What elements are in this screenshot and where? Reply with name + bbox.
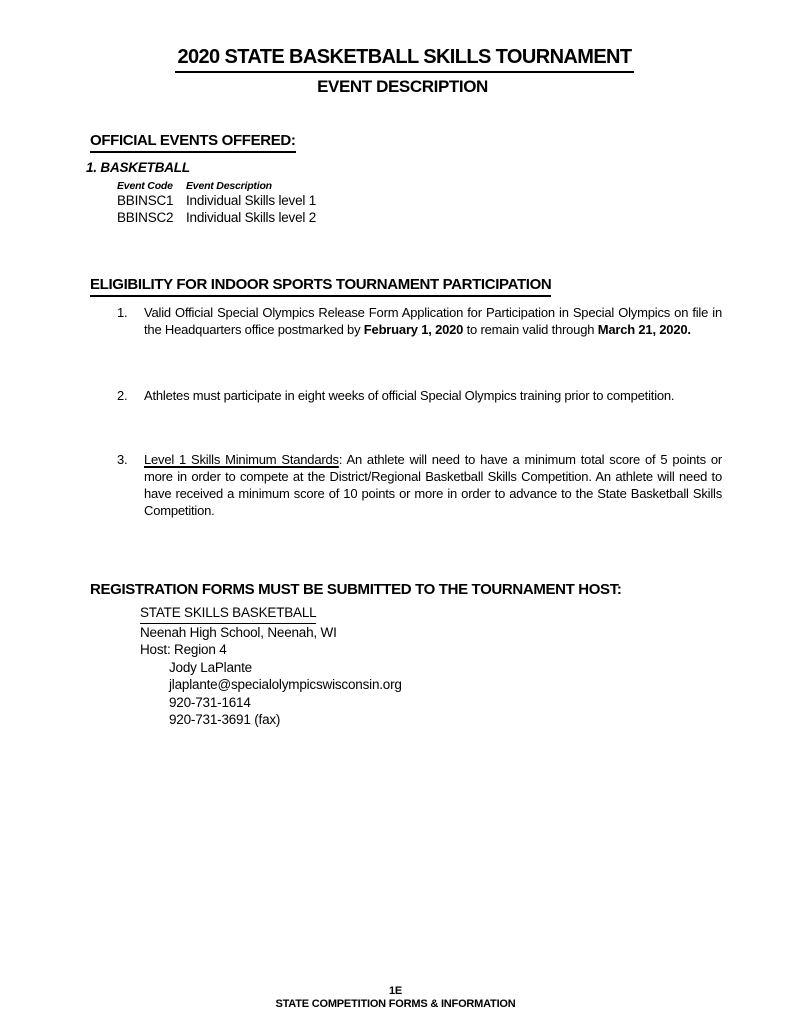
eligibility-item-1-text bbox=[144, 304, 722, 338]
contact-phone-line: 920-731-1614 bbox=[169, 694, 251, 710]
list-number: 2. bbox=[117, 388, 128, 403]
item-1-date-valid-through: March 21, 2020. bbox=[597, 322, 691, 337]
official-events-section bbox=[86, 132, 317, 226]
event-code-column-header: Event Code bbox=[117, 180, 173, 192]
event-description-cell: Individual Skills level 2 bbox=[186, 210, 317, 225]
footer-label: STATE COMPETITION FORMS & INFORMATION bbox=[275, 998, 516, 1010]
eligibility-section bbox=[90, 276, 724, 519]
event-table-header-row bbox=[117, 180, 316, 192]
title-block bbox=[0, 46, 791, 97]
registration-section bbox=[90, 581, 622, 729]
eligibility-item-2-text: Athletes must participate in eight weeks of official Special Olympics training prior to competition. bbox=[144, 388, 675, 403]
event-code-cell: BBINSC1 bbox=[117, 193, 174, 208]
list-number: 1. bbox=[117, 305, 128, 320]
event-table-row bbox=[117, 192, 316, 209]
host-title-line bbox=[140, 604, 622, 624]
document-title: 2020 STATE BASKETBALL SKILLS TOURNAMENT bbox=[175, 46, 633, 73]
item-1-text-middle: to remain valid through bbox=[463, 322, 598, 337]
item-1-text-start: Valid Official Special Olympics Release Form Application for Participation in Special Olympics on file in the Headquarters office postmarked by bbox=[144, 305, 722, 337]
contact-fax-line: 920-731-3691 (fax) bbox=[169, 712, 281, 727]
document-subtitle: EVENT DESCRIPTION bbox=[317, 77, 488, 96]
eligibility-item-1 bbox=[90, 304, 724, 338]
registration-details bbox=[90, 604, 622, 729]
venue-line: Neenah High School, Neenah, WI bbox=[140, 624, 337, 640]
eligibility-item-3 bbox=[90, 451, 724, 519]
item-1-date-postmark: February 1, 2020 bbox=[363, 322, 464, 337]
sport-heading: 1. BASKETBALL bbox=[86, 160, 190, 175]
contact-name-line: Jody LaPlante bbox=[169, 659, 252, 675]
event-table-row bbox=[117, 209, 316, 226]
page-footer bbox=[0, 985, 791, 1011]
event-table bbox=[117, 180, 316, 226]
registration-heading: REGISTRATION FORMS MUST BE SUBMITTED TO THE TOURNAMENT HOST: bbox=[90, 581, 622, 598]
event-description-column-header: Event Description bbox=[186, 180, 272, 192]
eligibility-item-3-text bbox=[144, 451, 722, 519]
list-number: 3. bbox=[117, 452, 128, 467]
host-region-line: Host: Region 4 bbox=[140, 642, 227, 657]
footer-page-code: 1E bbox=[388, 985, 403, 997]
contact-email-line: jlaplante@specialolympicswisconsin.org bbox=[169, 677, 402, 692]
event-code-cell: BBINSC2 bbox=[117, 210, 174, 225]
eligibility-item-2 bbox=[90, 387, 724, 404]
event-description-cell: Individual Skills level 1 bbox=[186, 193, 317, 208]
item-3-text-body: : An athlete will need to have a minimum total score of 5 points or more in order to compete at the District/Regional Basketball Skills Competition. An athlete will need to have received a minimum score of 10 points or more in order to advance to the State Basketball Skills Competition. bbox=[144, 452, 722, 518]
eligibility-heading: ELIGIBILITY FOR INDOOR SPORTS TOURNAMENT PARTICIPATION bbox=[90, 276, 551, 297]
host-title: STATE SKILLS BASKETBALL bbox=[140, 604, 316, 624]
official-events-heading: OFFICIAL EVENTS OFFERED: bbox=[90, 132, 296, 153]
item-3-underlined-lead: Level 1 Skills Minimum Standards bbox=[144, 452, 339, 467]
